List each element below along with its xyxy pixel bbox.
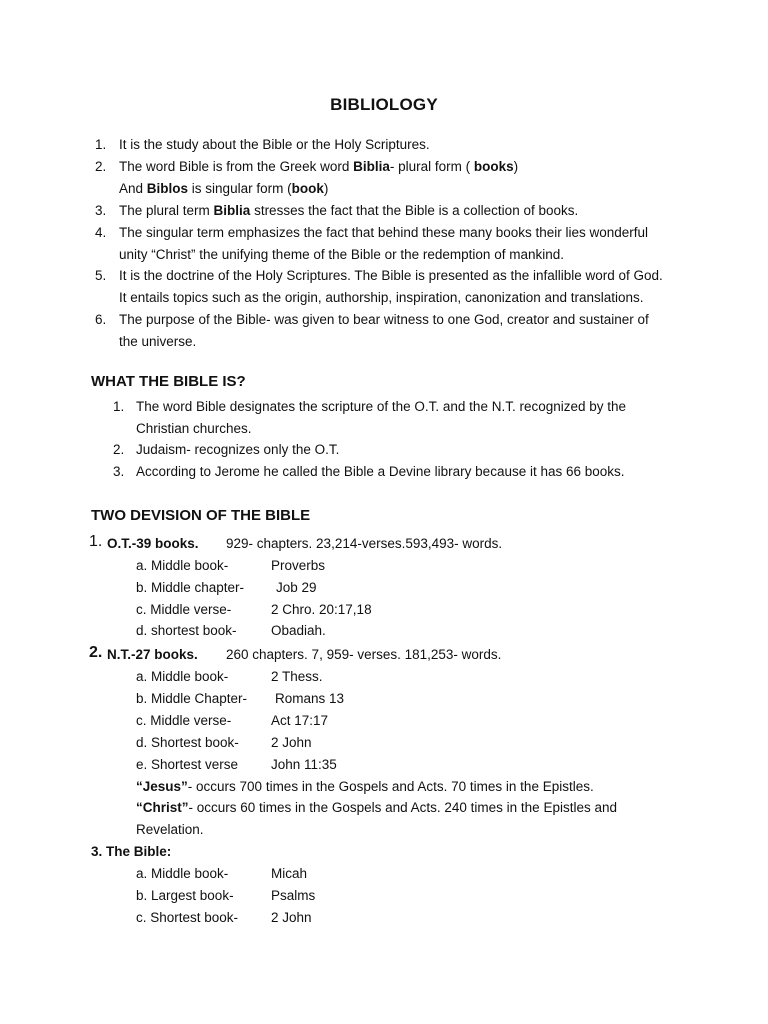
list-item-continuation: Christian churches. <box>136 421 252 436</box>
ot-row-label: c. Middle verse- <box>136 602 232 617</box>
nt-row-label: c. Middle verse- <box>136 713 232 728</box>
nt-row-value: Act 17:17 <box>271 713 329 728</box>
list-item: The word Bible designates the scripture of the O.T. and the N.T. recognized by the <box>136 399 627 414</box>
ot-row-value: Obadiah. <box>271 623 326 638</box>
nt-row-label: b. Middle Chapter- <box>136 691 248 706</box>
section-number: 1. <box>89 533 103 550</box>
list-item: The singular term emphasizes the fact that behind these many books their lies wonderful <box>119 225 649 240</box>
section-number: 2. <box>89 644 103 661</box>
list-number: 3. <box>95 203 107 218</box>
nt-row-value: Romans 13 <box>275 691 345 706</box>
bible-row-label: b. Largest book- <box>136 888 234 903</box>
list-number: 1. <box>95 137 107 152</box>
page-title: BIBLIOLOGY <box>330 95 438 114</box>
list-item: It is the study about the Bible or the Holy Scriptures. <box>119 137 430 152</box>
bible-row-value: Psalms <box>271 888 316 903</box>
christ-occurrences-continuation: Revelation. <box>136 822 204 837</box>
nt-row-value: 2 John <box>271 735 312 750</box>
list-number: 2. <box>95 159 107 174</box>
list-item-continuation: the universe. <box>119 334 197 349</box>
list-item-continuation: And Biblos is singular form (book) <box>119 181 329 196</box>
ot-row-label: b. Middle chapter- <box>136 580 245 595</box>
nt-row-label: a. Middle book- <box>136 669 229 684</box>
nt-row-label: d. Shortest book- <box>136 735 239 750</box>
ot-row-label: d. shortest book- <box>136 623 237 638</box>
list-item: Judaism- recognizes only the O.T. <box>136 442 340 457</box>
section-heading-what: WHAT THE BIBLE IS? <box>91 373 246 390</box>
list-number: 5. <box>95 268 107 283</box>
christ-occurrences: “Christ”- occurs 60 times in the Gospels and Acts. 240 times in the Epistles and <box>136 800 617 815</box>
list-item-continuation: unity “Christ” the unifying theme of the Bible or the redemption of mankind. <box>119 247 564 262</box>
list-item: The purpose of the Bible- was given to bear witness to one God, creator and sustainer of <box>119 312 649 327</box>
bible-row-value: 2 John <box>271 910 312 925</box>
list-number: 6. <box>95 312 107 327</box>
list-number: 3. <box>113 464 125 479</box>
nt-row-value: John 11:35 <box>271 757 337 772</box>
list-item: The plural term Biblia stresses the fact that the Bible is a collection of books. <box>119 203 579 218</box>
bible-row-value: Micah <box>271 866 308 881</box>
list-number: 1. <box>113 399 125 414</box>
nt-stats: 260 chapters. 7, 959- verses. 181,253- words. <box>226 647 502 662</box>
ot-row-label: a. Middle book- <box>136 558 229 573</box>
ot-row-value: Job 29 <box>276 580 317 595</box>
nt-row-value: 2 Thess. <box>271 669 323 684</box>
bible-row-label: c. Shortest book- <box>136 910 239 925</box>
section-heading-division: TWO DEVISION OF THE BIBLE <box>91 507 311 524</box>
ot-stats: 929- chapters. 23,214-verses.593,493- words. <box>226 536 503 551</box>
ot-row-value: 2 Chro. 20:17,18 <box>271 602 372 617</box>
bible-label: 3. The Bible: <box>91 844 172 859</box>
jesus-occurrences: “Jesus”- occurs 700 times in the Gospels and Acts. 70 times in the Epistles. <box>136 779 594 794</box>
list-number: 4. <box>95 225 107 240</box>
list-number: 2. <box>113 442 125 457</box>
list-item: According to Jerome he called the Bible a Devine library because it has 66 books. <box>136 464 625 479</box>
list-item-continuation: It entails topics such as the origin, authorship, inspiration, canonization and translations. <box>119 290 644 305</box>
nt-label: N.T.-27 books. <box>107 647 198 662</box>
ot-label: O.T.-39 books. <box>107 536 199 551</box>
ot-row-value: Proverbs <box>271 558 326 573</box>
nt-row-label: e. Shortest verse <box>136 757 239 772</box>
bible-row-label: a. Middle book- <box>136 866 229 881</box>
list-item: It is the doctrine of the Holy Scriptures. The Bible is presented as the infallible word of God. <box>119 268 663 283</box>
list-item: The word Bible is from the Greek word Biblia- plural form ( books) <box>119 159 519 174</box>
